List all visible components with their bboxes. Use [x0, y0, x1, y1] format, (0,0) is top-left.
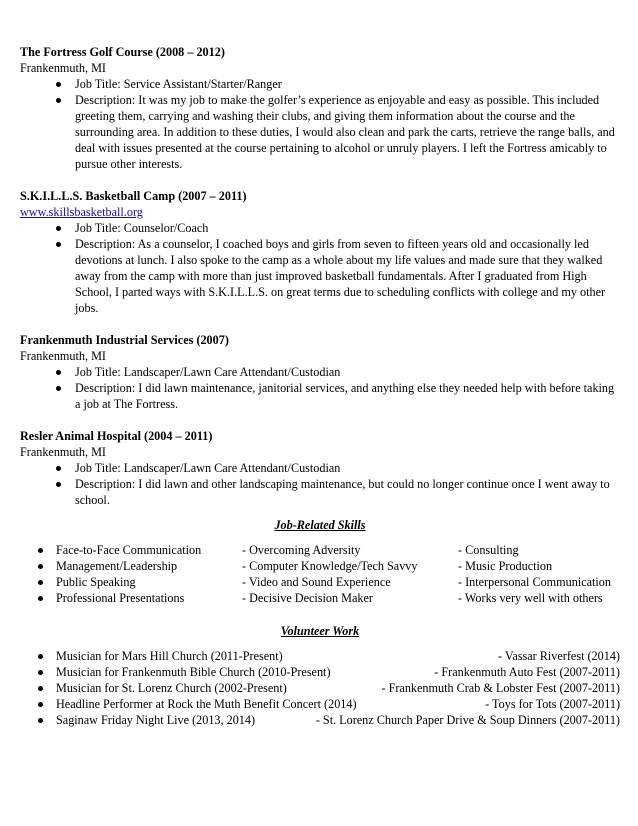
volunteer-row	[20, 664, 620, 680]
job-bullets	[20, 364, 620, 412]
volunteer-item: Musician for Frankenmuth Bible Church (2010-Present)	[56, 665, 331, 679]
skills-list	[20, 542, 620, 606]
job-bullet: Description: As a counselor, I coached boys and girls from seven to fifteen years old and occasionally led devotions at lunch. I also spoke to the camp as a whole about my life values and made sure that they walked away from the camp with more than just improved basketball fundamentals. After I graduated from High School, I parted ways with S.K.I.L.L.S. on great terms due to scheduling conflicts with college and my other jobs.	[75, 236, 620, 316]
job-entry-animal-hospital	[20, 428, 620, 508]
skill-item: - Music Production	[458, 559, 553, 573]
resume-page	[20, 44, 620, 728]
skills-heading: Job-Related Skills	[274, 518, 366, 532]
skill-item: - Interpersonal Communication	[458, 575, 611, 589]
skill-item: - Video and Sound Experience	[242, 575, 391, 589]
job-bullet: Job Title: Landscaper/Lawn Care Attendant/Custodian	[75, 364, 620, 380]
job-title: Frankenmuth Industrial Services (2007)	[20, 333, 229, 347]
skill-item: Management/Leadership	[56, 559, 178, 573]
skills-row	[20, 590, 620, 606]
job-title: S.K.I.L.L.S. Basketball Camp (2007 – 2011)	[20, 189, 247, 203]
volunteer-row	[20, 712, 620, 728]
volunteer-row	[20, 696, 620, 712]
skill-item: Face-to-Face Communication	[56, 543, 202, 557]
skills-row	[20, 574, 620, 590]
job-entry-fortress	[20, 44, 620, 172]
volunteer-item: - Vassar Riverfest (2014)	[498, 649, 620, 663]
job-bullet: Description: I did lawn and other landscaping maintenance, but could no longer continue once I went away to school.	[75, 476, 620, 508]
job-bullet: Description: I did lawn maintenance, janitorial services, and anything else they needed help with before taking a job at The Fortress.	[75, 380, 620, 412]
skill-item: - Computer Knowledge/Tech Savvy	[242, 559, 418, 573]
job-bullets	[20, 460, 620, 508]
job-title: The Fortress Golf Course (2008 – 2012)	[20, 45, 225, 59]
volunteer-item: - Frankenmuth Auto Fest (2007-2011)	[434, 665, 620, 679]
job-bullet: Job Title: Landscaper/Lawn Care Attendant/Custodian	[75, 460, 620, 476]
job-bullet: Description: It was my job to make the golfer’s experience as enjoyable and easy as possible. This included greeting them, carrying and washing their clubs, and giving them information about the course and the surrounding area. In addition to these duties, I would also clean and park the carts, retrieve the range balls, and deal with issues presented at the course pertaining to alcohol or unruly players. I left the Fortress amicably to pursue other interests.	[75, 92, 620, 172]
job-bullet: Job Title: Counselor/Coach	[75, 220, 620, 236]
volunteer-list	[20, 648, 620, 728]
volunteer-item: - Toys for Tots (2007-2011)	[485, 697, 620, 711]
skill-item: - Decisive Decision Maker	[242, 591, 373, 605]
volunteer-heading: Volunteer Work	[280, 624, 360, 638]
job-location: Frankenmuth, MI	[20, 349, 106, 363]
volunteer-item: Musician for Mars Hill Church (2011-Present)	[56, 649, 283, 663]
volunteer-item: - St. Lorenz Church Paper Drive & Soup Dinners (2007-2011)	[315, 713, 620, 727]
volunteer-item: Musician for St. Lorenz Church (2002-Present)	[56, 681, 287, 695]
skill-item: Public Speaking	[56, 575, 136, 589]
skill-item: Professional Presentations	[56, 591, 185, 605]
volunteer-item: Headline Performer at Rock the Muth Benefit Concert (2014)	[56, 697, 357, 711]
skill-item: - Consulting	[458, 543, 519, 557]
volunteer-item: Saginaw Friday Night Live (2013, 2014)	[56, 713, 256, 727]
website-link[interactable]: www.skillsbasketball.org	[20, 205, 143, 219]
job-title: Resler Animal Hospital (2004 – 2011)	[20, 429, 213, 443]
volunteer-item: - Frankenmuth Crab & Lobster Fest (2007-2011)	[381, 681, 620, 695]
job-location: Frankenmuth, MI	[20, 445, 106, 459]
job-entry-industrial-services	[20, 332, 620, 412]
skills-row	[20, 542, 620, 558]
job-bullets	[20, 76, 620, 172]
volunteer-row	[20, 648, 620, 664]
job-bullets	[20, 220, 620, 316]
job-entry-skills-camp	[20, 188, 620, 316]
job-bullet: Job Title: Service Assistant/Starter/Ranger	[75, 76, 620, 92]
skill-item: - Overcoming Adversity	[242, 543, 361, 557]
skill-item: - Works very well with others	[458, 591, 603, 605]
volunteer-row	[20, 680, 620, 696]
skills-row	[20, 558, 620, 574]
job-location: Frankenmuth, MI	[20, 61, 106, 75]
